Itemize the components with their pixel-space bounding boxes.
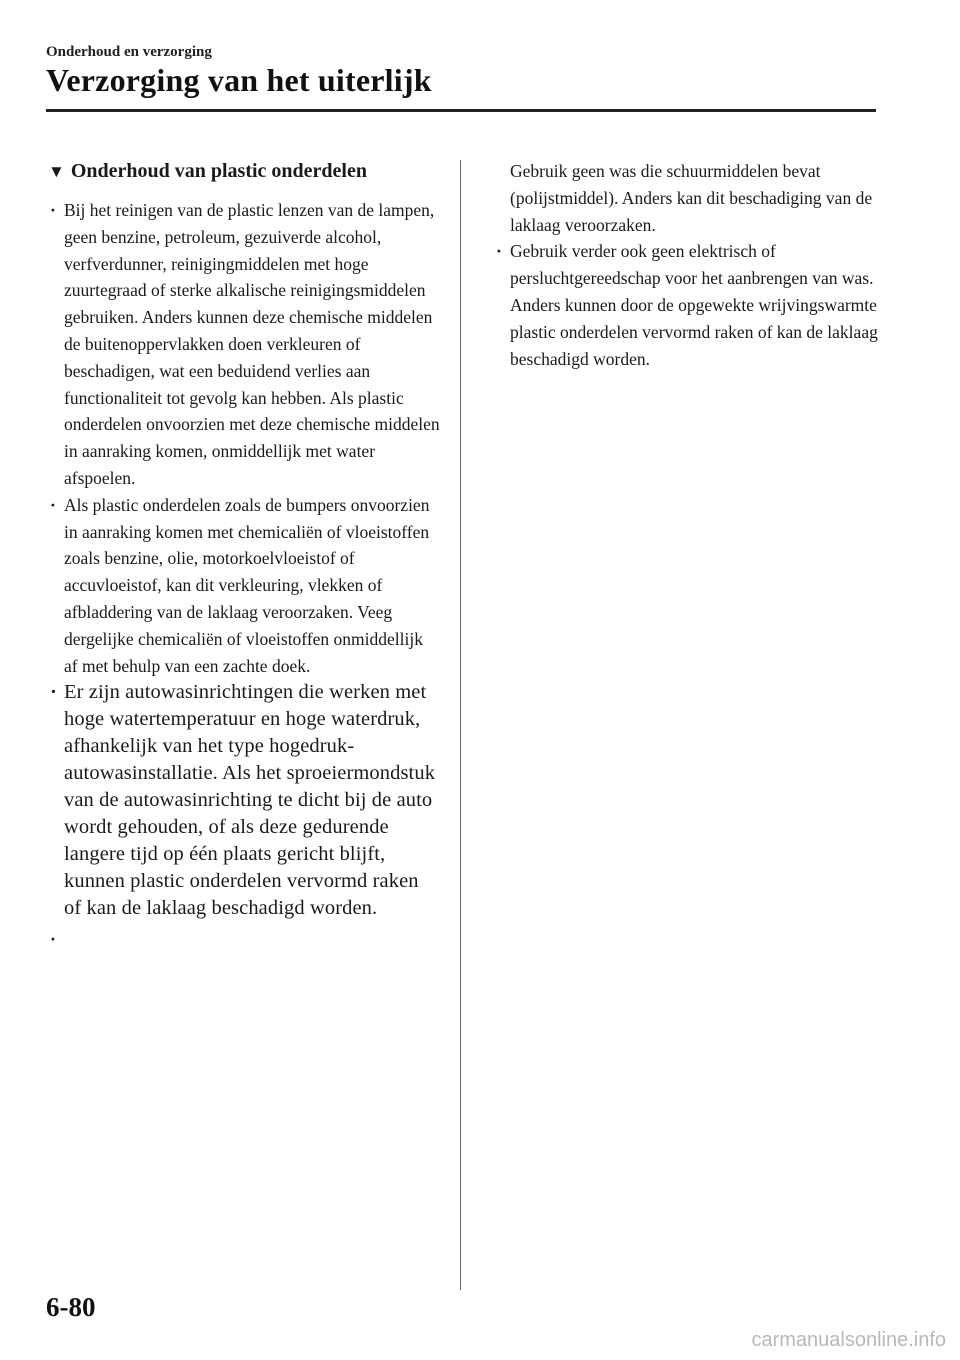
bullet-icon: · [50,928,56,949]
list-item-text: Bij het reinigen van de plastic lenzen van de lampen, geen benzine, petroleum, gezuiverde alcohol, verfverdunner, reinigingmiddelen met hoge zuurtegraad of sterke alkalische reinigingsmiddelen gebruiken. Anders kunnen deze chemische middelen de buitenoppervlakken doen verkleuren of beschadigen, wat een beduidend verlies aan functionaliteit tot gevolg kan hebben. Als plastic onderdelen onvoorzien met deze chemische middelen in aanraking komen, onmiddellijk met water afspoelen. [64,200,440,488]
page-number: 6-80 [46,1292,96,1322]
list-item [48,492,440,680]
bullet-icon: · [50,494,56,515]
list-item-text: Gebruik verder ook geen elektrisch of persluchtgereedschap voor het aanbrengen van was. Anders kunnen door de opgewekte wrijvingswarmte plastic onderdelen vervormd raken of kan de laklaag beschadigd worden. [510,241,878,369]
section-heading [48,160,440,183]
left-column [48,160,440,952]
list-item [48,679,440,921]
right-column [494,158,884,372]
section-label: Onderhoud en verzorging [46,44,212,60]
list-item-empty [48,926,440,953]
list-item-text: Er zijn autowasinrichtingen die werken met hoge watertemperatuur en hoge waterdruk, afhankelijk van het type hogedruk-autowasinstallatie. Als het sproeiermondstuk van de autowasinrichting te dicht bij de auto wordt gehouden, of als deze gedurende langere tijd op één plaats gericht blijft, kunnen plastic onderdelen vervormd raken of kan de laklaag beschadigd worden. [64,681,436,919]
section-heading-text: Onderhoud van plastic onderdelen [70,160,367,182]
bullet-icon: · [50,200,56,220]
list-item [494,238,884,372]
column-divider [460,160,461,1290]
watermark: carmanualsonline.info [751,1329,946,1351]
bullet-icon: · [496,241,502,262]
list-item [48,197,440,492]
continued-text: Gebruik geen was die schuurmiddelen bevat (polijstmiddel). Anders kan dit beschadiging van de laklaag veroorzaken. [510,161,873,235]
list-item-text: Als plastic onderdelen zoals de bumpers onvoorzien in aanraking komen met chemicaliën of vloeistoffen zoals benzine, olie, motorkoelvloeistof of accuvloeistof, kan dit verkleuring, vlekken of afbladdering van de laklaag veroorzaken. Veeg dergelijke chemicaliën of vloeistoffen onmiddellijk af met behulp van een zachte doek. [64,494,430,676]
bullet-icon: · [50,681,57,704]
title-rule [46,109,876,112]
page-title: Verzorging van het uiterlijk [46,62,432,98]
triangle-down-icon: ▼ [48,162,65,181]
